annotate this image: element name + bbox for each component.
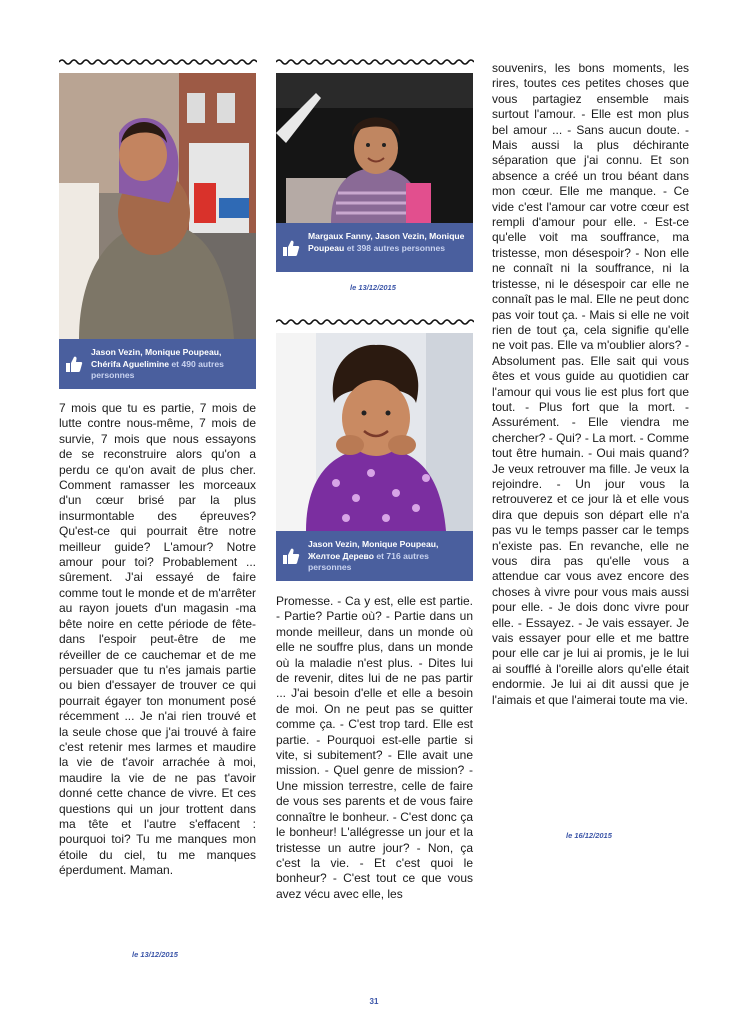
photo-illustration <box>276 333 473 531</box>
like-text <box>91 347 250 382</box>
like-bar <box>59 339 256 389</box>
others-count[interactable]: et 398 autres personnes <box>346 242 446 253</box>
like-text <box>308 231 467 254</box>
liker-names[interactable]: Jason Vezin, Monique Poupeau, Желтое Дерево <box>308 539 439 561</box>
post-date: le 13/12/2015 <box>350 283 396 292</box>
thumbs-up-icon <box>282 547 300 565</box>
liker-names[interactable]: Jason Vezin, Monique Poupeau, Chérifa Aguelimine <box>91 347 222 369</box>
post-text: souvenirs, les bons moments, les rires, toutes ces petites choses que vous partagiez ensemble mais surtout l'amour. - Elle est mon plus bel amour ... - Sans aucun doute. - Mais aussi la plus déchirante séparation que j'ai connu. Et son absence a créé un trou béant dans mon cœur. Elle me manque. - Ce vide c'est l'amour car votre cœur est rempli d'amour pour elle. - Est-ce qu'elle voit ma souffrance, ma tristesse, mon désespoir? - Non elle ne connaît ni la souffrance, ni la tristesse, ni le désespoir car elle ne connaît pas le mal. Elle ne peut donc pas voir tout ça. - Mais si elle ne voit rien de tout ça, cela signifie qu'elle ne voit pas. Elle va m'oublier alors? - Absolument pas. Elle sait qui vous êtes et vous guide au quotidien car l'amour qui vous lie est plus fort que tout. - Plus fort que la mort. - Assurément. - Elle viendra me chercher? - Qui? - La mort. - Comme tout être humain. - Oui mais quand? Je veux retrouver ma fille. Je veux la rejoindre. - Un jour vous la retrouverez et ce jour là et elle vous dira que depuis son départ elle n'a pas vu le temps passer car le temps n'existe pas. En revanche, elle ne vous dira pas qu'elle vous a attendue car vous avez encore des choses à vivre pour vous mais aussi pour elle. - Je dois donc vivre pour elle. - Essayez. - Je vais essayer. Je vais essayer pour elle et me battre pour elle car je lui ai promis, je le lui ai soufflé à l'oreille alors qu'elle était endormie. Je lui ai dit aussi que je l'aimais et que l'aimerai toute ma vie. <box>492 61 689 707</box>
girl-hands-on-cheeks-photo <box>276 333 473 531</box>
thumbs-up-icon <box>282 239 300 257</box>
like-text <box>308 539 467 574</box>
post-text: Promesse. - Ca y est, elle est partie. - Partie? Partie où? - Partie dans un monde meilleur, dans un monde où elle ne souffre plus, dans un monde où la maladie n'est plus. - Dites lui de revenir, dites lui de ne pas partir ... J'ai besoin d'elle et elle a besoin de moi. On ne peut pas se quitter comme ça. - C'est trop tard. Elle est partie. - Pourquoi est-elle partie si vite, si subitement? - Elle avait une mission. - Quel genre de mission? - Une mission terrestre, celle de faire de vous ses parents et de vous faire connaître le bonheur. - C'est donc ça le bonheur! L'allégresse un jour et la tristesse un autre jour? - Non, ça c'est la vie. - Et c'est quoi le bonheur? - C'est tout ce que vous avez vécu avec elle, les <box>276 594 473 901</box>
smiling-girl-photo <box>276 73 473 223</box>
wavy-divider <box>59 58 257 66</box>
wavy-divider <box>276 58 474 66</box>
father-with-child-photo <box>59 73 256 339</box>
like-bar <box>276 223 473 272</box>
wavy-divider <box>276 318 474 326</box>
like-bar <box>276 531 473 581</box>
others-count[interactable]: et 716 autres personnes <box>308 550 429 572</box>
others-count[interactable]: et 490 autres personnes <box>91 358 224 380</box>
post-text: 7 mois que tu es partie, 7 mois de lutte contre nous-même, 7 mois de survie, 7 mois que nous essayons de se reconstruire alors qu'on a perdu ce qu'on avait de plus cher. Comment ramasser les morceaux d'un cœur brisé par la plus insurmontable des épreuves? Qu'est-ce qui pourrait être notre meilleur guide? L'amour? Notre amour pour toi? Probablement ... sûrement. J'ai essayé de faire comme tout le monde et de m'arrêter au rayon jouets d'un magasin -ma bête noire en cette période de fête- dans l'espoir peut-être de me réveiller de ce cauchemar et de me persuader que tu n'es jamais partie ou bien d'essayer de trouver ce qui pourrait égayer ton monument posé récemment ... Je n'ai rien trouvé et la seule chose que j'ai trouvé à faire c'est retenir mes larmes et maudire la vie de t'avoir arrachée à moi, maudire la vie de ne pas t'avoir donné cette chance de vivre. Et ces questions qui un jour trottent dans ma tête et l'autre s'effacent : pourquoi toi? Tu me manques mon étoile du ciel, tu me manques éperdument. Maman. <box>59 401 256 878</box>
page-number: 31 <box>369 997 379 1006</box>
photo-illustration <box>59 73 256 339</box>
post-date: le 16/12/2015 <box>566 831 612 840</box>
liker-names[interactable]: Margaux Fanny, Jason Vezin, Monique Poupeau <box>308 231 465 253</box>
thumbs-up-icon <box>65 355 83 373</box>
post-date: le 13/12/2015 <box>132 950 178 959</box>
photo-illustration <box>276 73 473 223</box>
